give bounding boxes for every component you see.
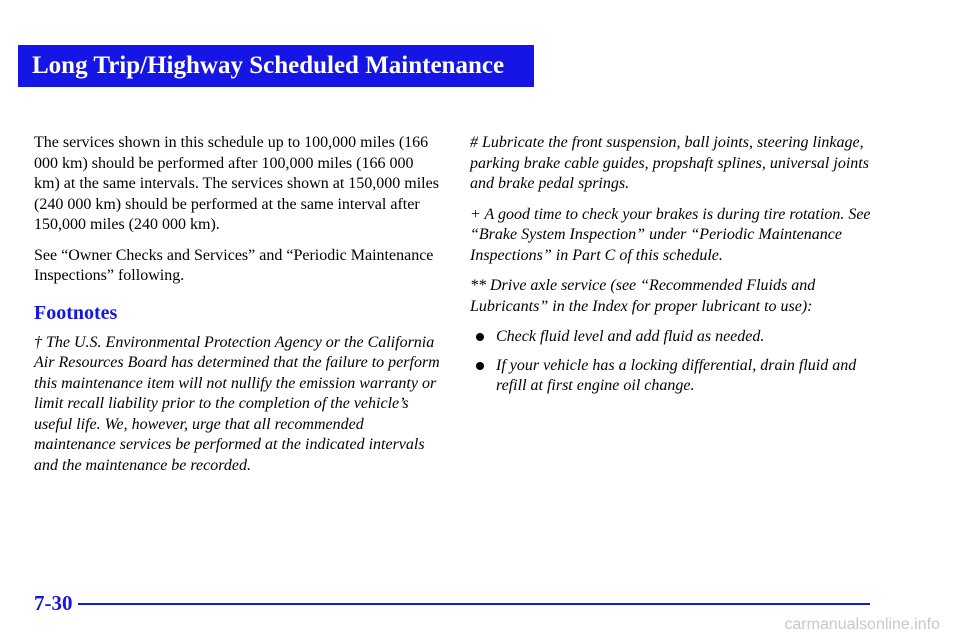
see-also-paragraph: See “Owner Checks and Services” and “Periodic Maintenance Inspections” following. xyxy=(34,246,434,284)
bullet-icon xyxy=(476,333,484,341)
watermark: carmanualsonline.info xyxy=(784,616,940,633)
list-item xyxy=(470,327,890,348)
drive-axle-bullet-list xyxy=(470,327,890,397)
list-item-text: Check fluid level and add fluid as needed. xyxy=(496,328,765,345)
list-item xyxy=(470,356,890,397)
bullet-icon xyxy=(476,362,484,370)
page-title: Long Trip/Highway Scheduled Maintenance xyxy=(32,52,505,79)
right-column xyxy=(470,133,890,405)
footnotes-heading: Footnotes xyxy=(34,301,118,324)
page-number: 7-30 xyxy=(34,591,73,615)
footer-rule xyxy=(78,603,870,605)
drive-axle-footnote: ** Drive axle service (see “Recommended Fluids and Lubricants” in the Index for proper lubricant to use): xyxy=(470,277,816,315)
dagger-footnote: † The U.S. Environmental Protection Agency or the California Air Resources Board has determined that the failure to perform this maintenance item will not nullify the emission warranty or limit recall liability prior to the completion of the vehicle’s useful life. We, however, urge that all recommended maintenance services be performed at the indicated intervals and the maintenance be recorded. xyxy=(34,333,440,474)
schedule-intro-paragraph: The services shown in this schedule up to 100,000 miles (166 000 km) should be performed after 100,000 miles (166 000 km) at the same intervals. The services shown at 150,000 miles (240 000 km) should be performed at the same interval after 150,000 miles (240 000 km). xyxy=(34,134,439,233)
plus-footnote: + A good time to check your brakes is during tire rotation. See “Brake System Inspection” under “Periodic Maintenance Inspections” in Part C of this schedule. xyxy=(470,205,871,264)
list-item-text: If your vehicle has a locking differential, drain fluid and refill at first engine oil change. xyxy=(496,356,857,394)
hash-footnote: # Lubricate the front suspension, ball joints, steering linkage, parking brake cable guides, propshaft splines, universal joints and brake pedal springs. xyxy=(470,134,869,192)
left-column xyxy=(34,133,440,486)
page-header-banner xyxy=(18,45,534,87)
